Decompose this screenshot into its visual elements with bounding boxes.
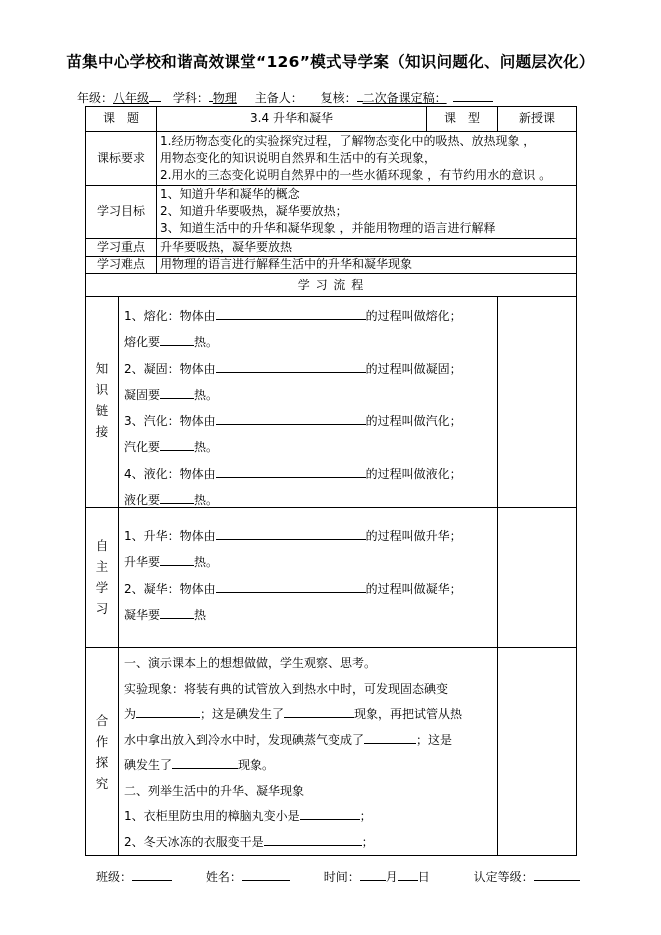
footer-grade-label: 认定等级： <box>473 870 534 884</box>
cooperation-content <box>124 651 462 855</box>
difficulty-label: 学习难点 <box>96 257 145 271</box>
coop-exp-line-4: 碘发生了 现象。 <box>124 758 275 772</box>
difficulty-value: 用物理的语言进行解释生活中的升华和凝华现象 <box>160 257 413 271</box>
goals-list <box>160 186 572 237</box>
standards-line-1: 1.经历物态变化的实验探究过程，了解物态变化中的吸热、放热现象 ， <box>160 134 536 148</box>
coop-exp-line-2: 为 ；这是碘发生了 现象，再把试管从热 <box>124 707 463 721</box>
topic-label: 课 题 <box>102 111 139 125</box>
page-title: 苗集中心学校和谐高效课堂“126”模式导学案（知识问题化、问题层次化） <box>66 53 595 71</box>
knowledge-item-heat: 凝固要 热。 <box>124 387 219 402</box>
coop-section-2: 二、列举生活中的升华、凝华现象 <box>124 783 305 798</box>
knowledge-item: 1、熔化：物体由 的过程叫做熔化； <box>124 309 462 323</box>
subject-value: 物理 <box>212 91 237 105</box>
grade-value: 八年级 <box>113 91 150 105</box>
standards-label: 课标要求 <box>96 151 145 165</box>
prep-label: 主备人： <box>254 91 303 105</box>
self-study-label: 自 主 学 习 <box>95 538 109 616</box>
coop-question-2: 2、冬天冰冻的衣服变干是 ； <box>124 834 374 849</box>
knowledge-item: 3、汽化：物体由 的过程叫做汽化； <box>124 414 462 429</box>
review-value: 二次备课定稿： <box>362 91 447 105</box>
coop-question-1: 1、衣柜里防虫用的樟脑丸变小是 ； <box>124 809 372 823</box>
coop-exp-line-3: 水中拿出放入到冷水中时，发现碘蒸气变成了 ；这是 <box>124 732 453 747</box>
type-label: 课 型 <box>443 111 480 125</box>
topic-value: 3.4 升华和凝华 <box>250 111 333 125</box>
knowledge-item: 4、液化：物体由 的过程叫做液化； <box>124 466 462 481</box>
footer-day: 日 <box>417 870 430 884</box>
flow-header: 学 习 流 程 <box>297 278 365 292</box>
standards-line-3: 2.用水的三态变化说明自然界中的一些水循环现象 ，有节约用水的意识 。 <box>160 168 552 182</box>
goals-label: 学习目标 <box>96 204 145 218</box>
footer-month: 月 <box>385 870 398 884</box>
knowledge-item-heat: 熔化要 热。 <box>124 335 219 350</box>
knowledge-label: 知 识 链 接 <box>95 361 109 439</box>
footer-class-label: 班级： <box>96 870 133 884</box>
goal-item: 1、知道升华和凝华的概念 <box>160 187 300 201</box>
type-value: 新授课 <box>518 111 555 125</box>
goal-item: 2、知道升华要吸热，凝华要放热； <box>160 204 348 218</box>
self-study-list <box>124 523 462 628</box>
knowledge-item-heat: 液化要 热。 <box>124 493 219 508</box>
key-point-value: 升华要吸热，凝华要放热 <box>160 240 293 254</box>
review-label: 复核： <box>320 91 357 105</box>
coop-section-1: 一、演示课本上的想想做做，学生观察、思考。 <box>124 656 377 670</box>
self-study-item-heat: 升华要 热。 <box>124 555 219 570</box>
cooperation-label: 合 作 探 究 <box>95 713 109 791</box>
self-study-item: 1、升华：物体由 的过程叫做升华； <box>124 529 462 543</box>
knowledge-item: 2、凝固：物体由 的过程叫做凝固； <box>124 361 462 376</box>
knowledge-list <box>124 303 462 513</box>
footer-name-label: 姓名： <box>205 870 242 884</box>
goal-item: 3、知道生活中的升华和凝华现象 ，并能用物理的语言进行解释 <box>160 221 496 235</box>
coop-exp-line-1: 实验现象：将装有典的试管放入到热水中时，可发现固态碘变 <box>124 681 449 696</box>
meta-line <box>77 89 501 106</box>
subject-label: 学科： <box>172 91 209 105</box>
grade-label: 年级： <box>77 91 114 105</box>
footer-time-label: 时间： <box>323 870 360 884</box>
footer <box>96 868 580 885</box>
key-point-label: 学习重点 <box>96 240 145 254</box>
standards-text <box>160 133 580 184</box>
self-study-item: 2、凝华：物体由 的过程叫做凝华； <box>124 581 462 596</box>
standards-line-2: 用物态变化的知识说明自然界和生活中的有关现象， <box>160 151 437 165</box>
knowledge-item-heat: 汽化要 热。 <box>124 440 219 455</box>
self-study-item-heat: 凝华要 热 <box>124 607 207 622</box>
